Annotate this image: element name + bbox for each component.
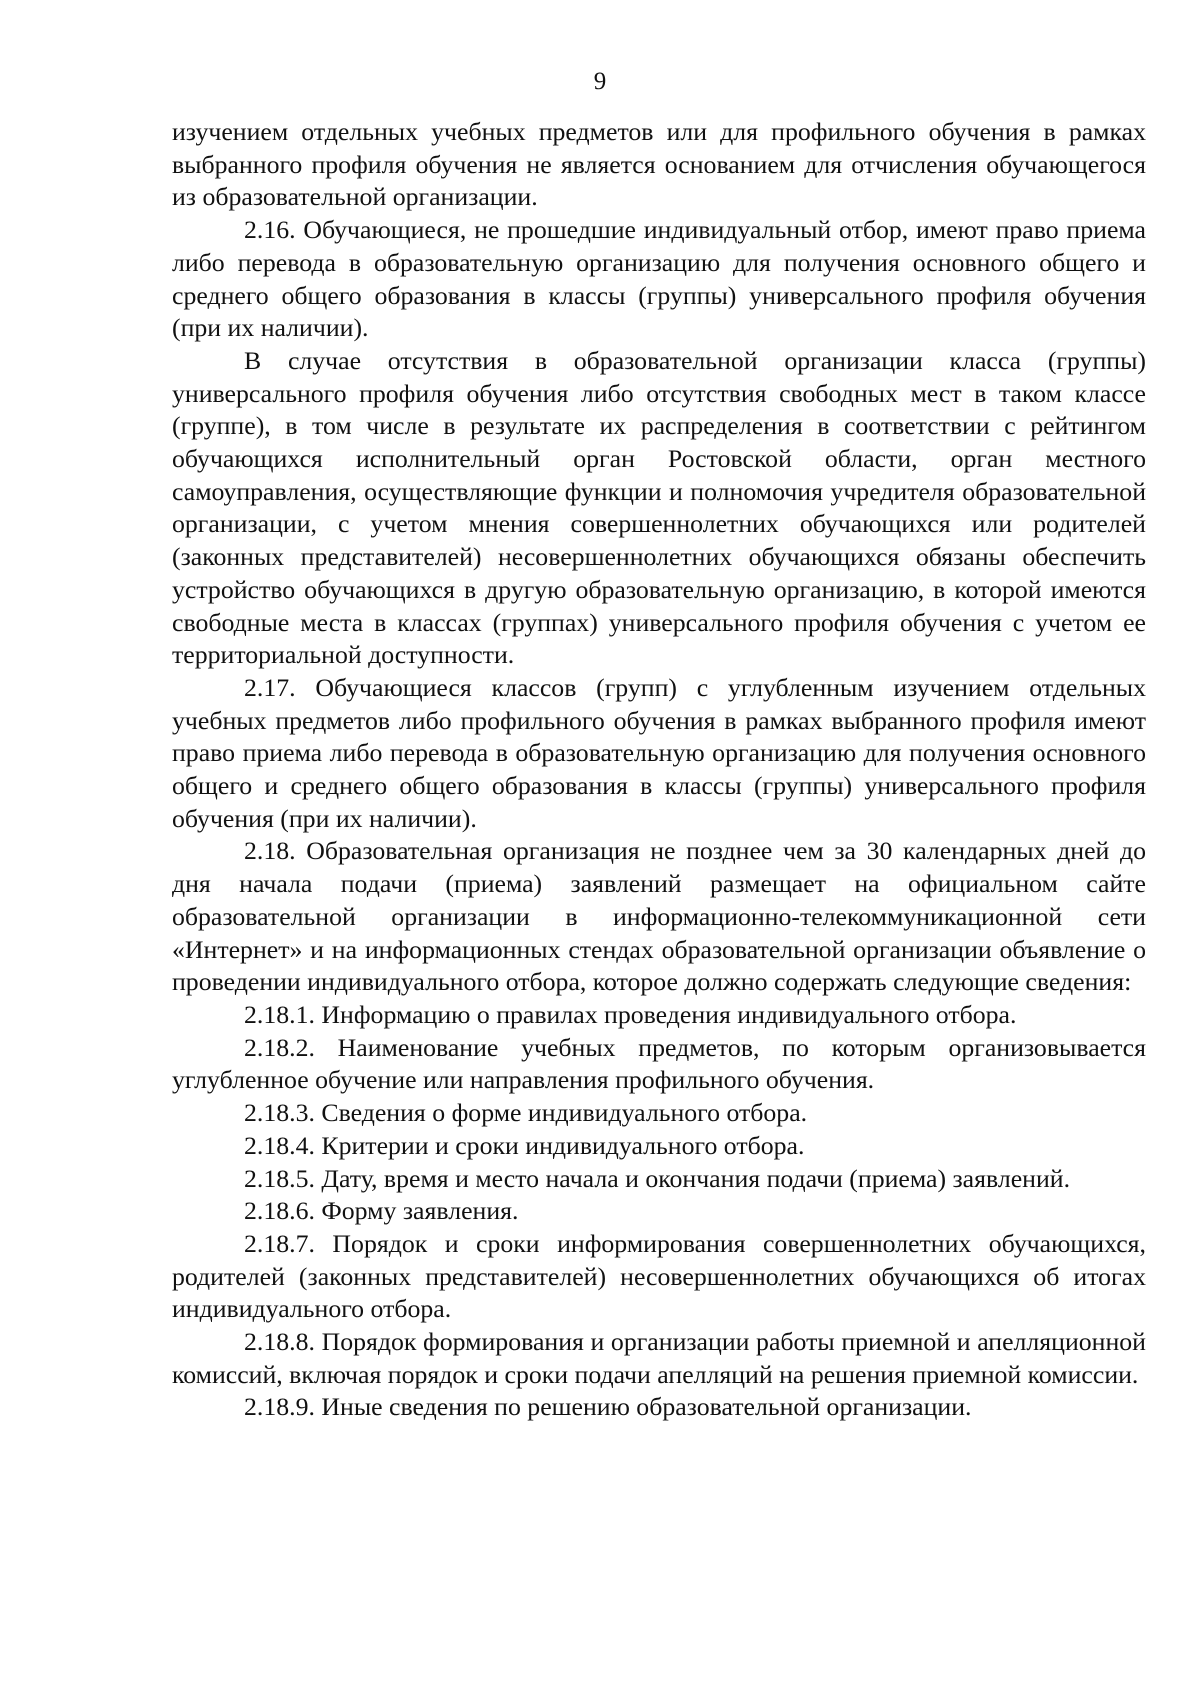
document-body bbox=[172, 116, 1146, 1424]
paragraph-2-18-5: 2.18.5. Дату, время и место начала и окончания подачи (приема) заявлений. bbox=[244, 1163, 1071, 1193]
paragraph-2-17: 2.17. Обучающиеся классов (групп) с углубленным изучением отдельных учебных предметов либо профильного обучения в рамках выбранного профиля имеют право приема либо перевода в образовательную организацию для получения основного общего и среднего общего образования в классы (группы) универсального профиля обучения (при их наличии). bbox=[172, 672, 1146, 833]
paragraph-continuation: изучением отдельных учебных предметов или для профильного обучения в рамках выбранного профиля обучения не является основанием для отчисления обучающегося из образовательной организации. bbox=[172, 117, 1146, 212]
paragraph-2-18-8: 2.18.8. Порядок формирования и организации работы приемной и апелляционной комиссий, включая порядок и сроки подачи апелляций на решения приемной комиссии. bbox=[172, 1327, 1146, 1389]
paragraph-2-18-2: 2.18.2. Наименование учебных предметов, по которым организовывается углубленное обучение или направления профильного обучения. bbox=[172, 1032, 1146, 1095]
paragraph-2-16-absence-case: В случае отсутствия в образовательной организации класса (группы) универсального профиля обучения либо отсутствия свободных мест в таком классе (группе), в том числе в результате их распределения в соответствии с рейтингом обучающихся исполнительный орган Ростовской области, орган местного самоуправления, осуществляющие функции и полномочия учредителя образовательной организации, с учетом мнения совершеннолетних обучающихся или родителей (законных представителей) несовершеннолетних обучающихся обязаны обеспечить устройство обучающихся в другую образовательную организацию, в которой имеются свободные места в классах (группах) универсального профиля обучения с учетом ее территориальной доступности. bbox=[172, 345, 1146, 670]
paragraph-2-16: 2.16. Обучающиеся, не прошедшие индивидуальный отбор, имеют право приема либо перевода в образовательную организацию для получения основного общего и среднего общего образования в классы (группы) универсального профиля обучения (при их наличии). bbox=[172, 215, 1146, 343]
paragraph-2-18: 2.18. Образовательная организация не позднее чем за 30 календарных дней до дня начала подачи (приема) заявлений размещает на официальном сайте образовательной организации в информационно-телекоммуникационной сети «Интернет» и на информационных стендах образовательной организации объявление о проведении индивидуального отбора, которое должно содержать следующие сведения: bbox=[172, 836, 1146, 997]
paragraph-2-18-7: 2.18.7. Порядок и сроки информирования совершеннолетних обучающихся, родителей (законных представителей) несовершеннолетних обучающихся об итогах индивидуального отбора. bbox=[172, 1228, 1146, 1324]
paragraph-2-18-9: 2.18.9. Иные сведения по решению образовательной организации. bbox=[244, 1392, 972, 1422]
paragraph-2-18-4: 2.18.4. Критерии и сроки индивидуального отбора. bbox=[244, 1130, 805, 1160]
page-number: 9 bbox=[593, 68, 607, 95]
paragraph-2-18-1: 2.18.1. Информацию о правилах проведения индивидуального отбора. bbox=[244, 999, 1017, 1029]
paragraph-2-18-6: 2.18.6. Форму заявления. bbox=[244, 1196, 519, 1226]
paragraph-2-18-3: 2.18.3. Сведения о форме индивидуального отбора. bbox=[244, 1098, 808, 1128]
